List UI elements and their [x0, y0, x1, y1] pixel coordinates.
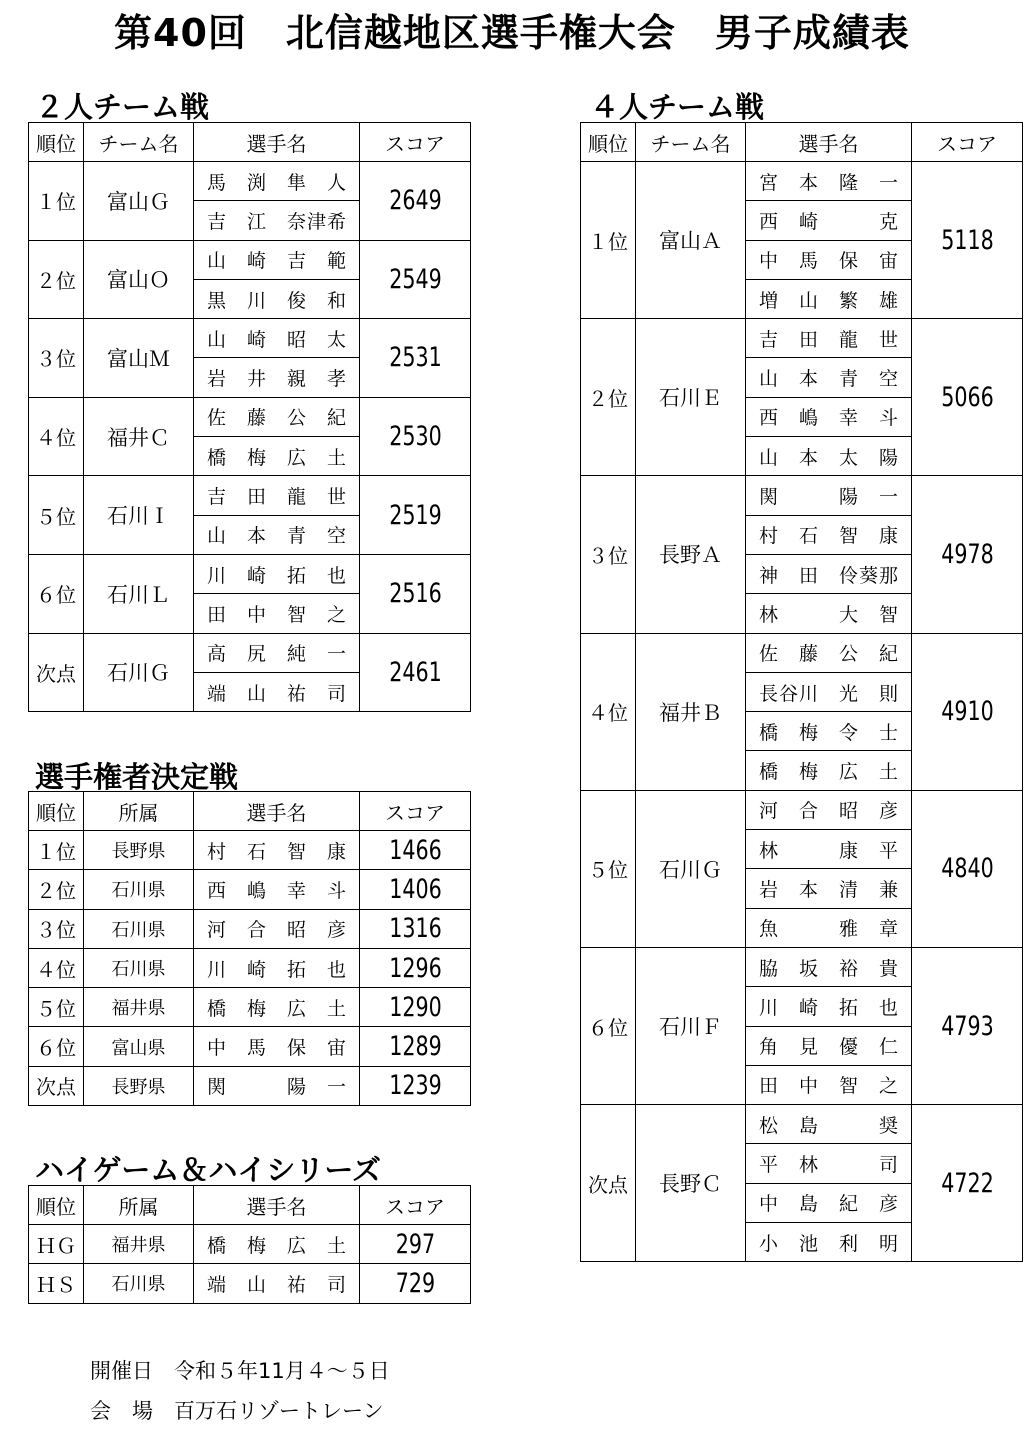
high-game-heading: ハイゲーム＆ハイシリーズ: [35, 1153, 381, 1187]
player-cell: 村 石 智 康: [194, 831, 360, 870]
affiliation-cell: 石川県: [84, 948, 194, 987]
rank-cell: ３位: [581, 476, 636, 633]
player-cell: 長谷川 光 則: [746, 672, 912, 711]
rank-cell: ２位: [29, 240, 84, 319]
column-header: 順位: [29, 792, 84, 831]
table-row: [29, 554, 471, 593]
score-cell: 5066: [920, 319, 1014, 476]
rank-cell: １位: [581, 162, 636, 319]
date-value: 令和５年11月４～５日: [174, 1359, 390, 1383]
table-row: [29, 909, 471, 948]
rank-cell: ＨＳ: [29, 1264, 84, 1303]
score-cell: 4910: [920, 633, 1014, 790]
team-cell: 石川Ｉ: [84, 476, 194, 555]
column-header: スコア: [912, 123, 1023, 162]
player-cell: 関 陽 一: [746, 476, 912, 515]
championship-table: [28, 791, 471, 1106]
high-game-table: [28, 1185, 471, 1304]
rank-cell: ４位: [29, 948, 84, 987]
score-cell: 2516: [368, 554, 462, 633]
player-cell: 脇 坂 裕 貴: [746, 947, 912, 986]
score-cell: 2531: [368, 319, 462, 398]
affiliation-cell: 石川県: [84, 870, 194, 909]
player-cell: 田 中 智 之: [746, 1065, 912, 1104]
score-cell: 1466: [368, 831, 462, 870]
team-cell: 福井Ｂ: [636, 633, 746, 790]
table-row: [29, 1027, 471, 1066]
table-row: [581, 319, 1023, 358]
table-row: [29, 319, 471, 358]
affiliation-cell: 福井県: [84, 988, 194, 1027]
table-row: [29, 1225, 471, 1264]
column-header: スコア: [360, 123, 471, 162]
player-cell: 吉 江 奈津希: [194, 201, 360, 240]
player-cell: 川 崎 拓 也: [194, 948, 360, 987]
player-cell: 岩 本 清 兼: [746, 869, 912, 908]
table-row: [29, 240, 471, 279]
rank-cell: ３位: [29, 319, 84, 398]
player-cell: 端 山 祐 司: [194, 1264, 360, 1303]
four-team-heading: ４人チーム戦: [590, 90, 765, 124]
rank-cell: ２位: [581, 319, 636, 476]
player-cell: 増 山 繁 雄: [746, 279, 912, 318]
header-row: [29, 1186, 471, 1225]
table-row: [29, 870, 471, 909]
rank-cell: ４位: [581, 633, 636, 790]
score-cell: 2549: [368, 240, 462, 319]
player-cell: 川 崎 拓 也: [746, 987, 912, 1026]
rank-cell: 次点: [581, 1105, 636, 1262]
player-cell: 村 石 智 康: [746, 515, 912, 554]
score-cell: 4978: [920, 476, 1014, 633]
player-cell: 橋 梅 令 士: [746, 712, 912, 751]
column-header: スコア: [360, 792, 471, 831]
score-cell: 4722: [920, 1105, 1014, 1262]
player-cell: 馬 渕 隼 人: [194, 162, 360, 201]
player-cell: 田 中 智 之: [194, 594, 360, 633]
player-cell: 山 崎 昭 太: [194, 319, 360, 358]
table-row: [581, 1105, 1023, 1144]
table-row: [29, 1264, 471, 1303]
player-cell: 宮 本 隆 一: [746, 162, 912, 201]
team-cell: 石川Ｆ: [636, 947, 746, 1104]
player-cell: 平 林 司: [746, 1144, 912, 1183]
score-cell: 1316: [368, 909, 462, 948]
column-header: チーム名: [636, 123, 746, 162]
event-venue: [90, 1395, 384, 1425]
column-header: 所属: [84, 1186, 194, 1225]
score-cell: 1290: [368, 988, 462, 1027]
player-cell: 中 馬 保 宙: [194, 1027, 360, 1066]
player-cell: 黒 川 俊 和: [194, 279, 360, 318]
rank-cell: １位: [29, 831, 84, 870]
affiliation-cell: 石川県: [84, 1264, 194, 1303]
player-cell: 神 田 伶葵那: [746, 554, 912, 593]
player-cell: 西 嶋 幸 斗: [746, 397, 912, 436]
score-cell: 297: [368, 1225, 462, 1264]
team-cell: 石川Ｇ: [84, 633, 194, 712]
player-cell: 中 島 紀 彦: [746, 1183, 912, 1222]
player-cell: 林 康 平: [746, 830, 912, 869]
player-cell: 松 島 奨: [746, 1105, 912, 1144]
column-header: チーム名: [84, 123, 194, 162]
table-row: [29, 162, 471, 201]
player-cell: 橋 梅 広 土: [746, 751, 912, 790]
two-team-table: [28, 122, 471, 712]
header-row: [29, 123, 471, 162]
player-cell: 山 本 青 空: [194, 515, 360, 554]
player-cell: 西 崎 克: [746, 201, 912, 240]
rank-cell: ６位: [29, 1027, 84, 1066]
rank-cell: ３位: [29, 909, 84, 948]
player-cell: 山 本 太 陽: [746, 437, 912, 476]
player-cell: 高 尻 純 一: [194, 633, 360, 672]
player-cell: 関 陽 一: [194, 1066, 360, 1105]
player-cell: 山 本 青 空: [746, 358, 912, 397]
team-cell: 石川Ｇ: [636, 790, 746, 947]
player-cell: 魚 雅 章: [746, 908, 912, 947]
player-cell: 河 合 昭 彦: [746, 790, 912, 829]
score-cell: 4793: [920, 947, 1014, 1104]
player-cell: 林 大 智: [746, 594, 912, 633]
table-row: [581, 790, 1023, 829]
rank-cell: ６位: [29, 554, 84, 633]
score-cell: 1289: [368, 1027, 462, 1066]
player-cell: 吉 田 龍 世: [746, 319, 912, 358]
header-row: [581, 123, 1023, 162]
affiliation-cell: 福井県: [84, 1225, 194, 1264]
player-cell: 角 見 優 仁: [746, 1026, 912, 1065]
column-header: 選手名: [746, 123, 912, 162]
rank-cell: ５位: [29, 476, 84, 555]
column-header: 選手名: [194, 792, 360, 831]
score-cell: 2461: [368, 633, 462, 712]
affiliation-cell: 富山県: [84, 1027, 194, 1066]
player-cell: 吉 田 龍 世: [194, 476, 360, 515]
player-cell: 佐 藤 公 紀: [746, 633, 912, 672]
team-cell: 富山Ｍ: [84, 319, 194, 398]
player-cell: 岩 井 親 孝: [194, 358, 360, 397]
team-cell: 長野Ａ: [636, 476, 746, 633]
rank-cell: ４位: [29, 397, 84, 476]
table-row: [581, 947, 1023, 986]
table-row: [581, 476, 1023, 515]
player-cell: 山 崎 吉 範: [194, 240, 360, 279]
team-cell: 富山Ｇ: [84, 162, 194, 241]
player-cell: 橋 梅 広 土: [194, 437, 360, 476]
column-header: 選手名: [194, 123, 360, 162]
rank-cell: ５位: [581, 790, 636, 947]
affiliation-cell: 長野県: [84, 1066, 194, 1105]
page-title: 第40回 北信越地区選手権大会 男子成績表: [114, 11, 910, 55]
score-cell: 1296: [368, 948, 462, 987]
column-header: 順位: [29, 123, 84, 162]
player-cell: 河 合 昭 彦: [194, 909, 360, 948]
rank-cell: １位: [29, 162, 84, 241]
score-cell: 729: [368, 1264, 462, 1303]
venue-value: 百万石リゾートレーン: [174, 1399, 384, 1423]
rank-cell: ５位: [29, 988, 84, 1027]
player-cell: 端 山 祐 司: [194, 672, 360, 711]
column-header: 選手名: [194, 1186, 360, 1225]
player-cell: 橋 梅 広 土: [194, 988, 360, 1027]
column-header: スコア: [360, 1186, 471, 1225]
four-team-table: [580, 122, 1023, 1262]
score-cell: 2649: [368, 162, 462, 241]
table-row: [29, 831, 471, 870]
score-cell: 1239: [368, 1066, 462, 1105]
table-row: [29, 988, 471, 1027]
score-cell: 2530: [368, 397, 462, 476]
table-row: [581, 162, 1023, 201]
team-cell: 富山Ｏ: [84, 240, 194, 319]
table-row: [29, 476, 471, 515]
score-cell: 1406: [368, 870, 462, 909]
score-cell: 2519: [368, 476, 462, 555]
table-row: [29, 1066, 471, 1105]
header-row: [29, 792, 471, 831]
date-label: 開催日: [90, 1359, 153, 1383]
rank-cell: ＨＧ: [29, 1225, 84, 1264]
team-cell: 福井Ｃ: [84, 397, 194, 476]
column-header: 順位: [29, 1186, 84, 1225]
rank-cell: 次点: [29, 1066, 84, 1105]
table-row: [581, 633, 1023, 672]
rank-cell: ６位: [581, 947, 636, 1104]
player-cell: 小 池 利 明: [746, 1223, 912, 1262]
table-row: [29, 948, 471, 987]
player-cell: 橋 梅 広 土: [194, 1225, 360, 1264]
team-cell: 石川Ｅ: [636, 319, 746, 476]
rank-cell: 次点: [29, 633, 84, 712]
team-cell: 富山Ａ: [636, 162, 746, 319]
affiliation-cell: 石川県: [84, 909, 194, 948]
score-cell: 4840: [920, 790, 1014, 947]
column-header: 所属: [84, 792, 194, 831]
player-cell: 佐 藤 公 紀: [194, 397, 360, 436]
team-cell: 石川Ｌ: [84, 554, 194, 633]
player-cell: 中 馬 保 宙: [746, 240, 912, 279]
venue-label: 会 場: [90, 1399, 153, 1423]
player-cell: 川 崎 拓 也: [194, 554, 360, 593]
two-team-heading: ２人チーム戦: [35, 90, 210, 124]
table-row: [29, 633, 471, 672]
player-cell: 西 嶋 幸 斗: [194, 870, 360, 909]
affiliation-cell: 長野県: [84, 831, 194, 870]
rank-cell: ２位: [29, 870, 84, 909]
event-date: [90, 1355, 390, 1385]
column-header: 順位: [581, 123, 636, 162]
team-cell: 長野Ｃ: [636, 1105, 746, 1262]
table-row: [29, 397, 471, 436]
score-cell: 5118: [920, 162, 1014, 319]
championship-heading: 選手権者決定戦: [35, 760, 239, 794]
